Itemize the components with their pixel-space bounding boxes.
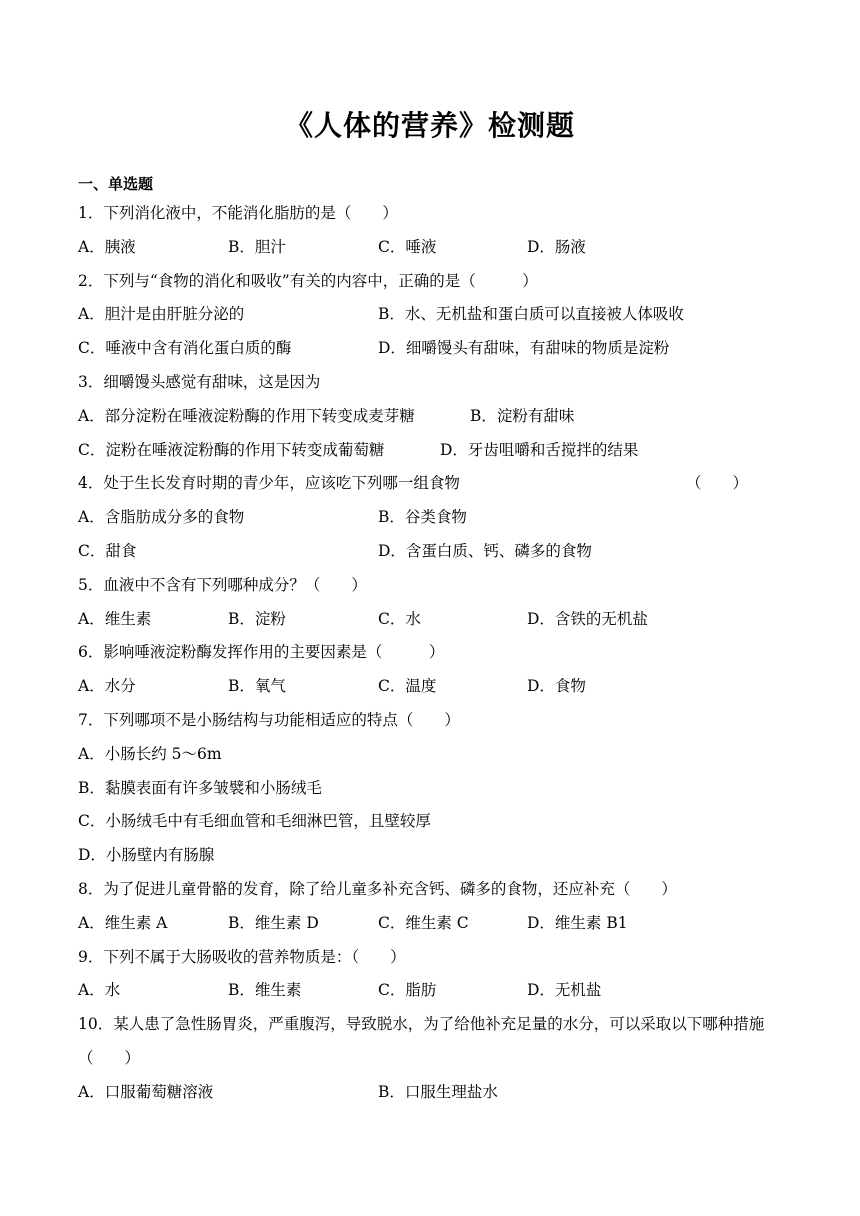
option[interactable]: D．牙齿咀嚼和舌搅拌的结果 <box>440 440 639 459</box>
option[interactable]: D．肠液 <box>527 237 586 256</box>
option[interactable]: A．水 <box>78 981 121 1000</box>
option-row <box>78 434 798 468</box>
section-heading: 一、单选题 <box>78 175 154 193</box>
option-row <box>78 501 798 535</box>
option[interactable]: B．淀粉 <box>228 609 286 628</box>
question-stem: 10．某人患了急性肠胃炎，严重腹泻，导致脱水，为了给他补充足量的水分，可以采取以下哪种措施（ ） <box>78 1015 765 1067</box>
option[interactable]: C．唾液中含有消化蛋白质的酶 <box>78 339 292 358</box>
option[interactable]: C．维生素 C <box>378 913 469 932</box>
question-list <box>78 170 798 1110</box>
option-row <box>78 1076 798 1110</box>
option[interactable]: B．口服生理盐水 <box>378 1082 498 1101</box>
option[interactable]: B．氧气 <box>228 677 286 696</box>
question-stem: 7．下列哪项不是小肠结构与功能相适应的特点（ ） <box>78 710 460 729</box>
option-row <box>78 603 798 637</box>
option[interactable]: B．维生素 D <box>228 913 319 932</box>
option-row <box>78 974 798 1008</box>
option-row <box>78 535 798 569</box>
question-stem: 6．影响唾液淀粉酶发挥作用的主要因素是（ ） <box>78 643 445 662</box>
option[interactable]: A．小肠长约 5～6m <box>78 744 222 763</box>
option[interactable]: D．维生素 B1 <box>527 913 628 932</box>
option-row <box>78 332 798 366</box>
option-row <box>78 907 798 941</box>
option[interactable]: A．维生素 A <box>78 913 168 932</box>
question-stem <box>78 467 798 501</box>
option[interactable]: B．水、无机盐和蛋白质可以直接被人体吸收 <box>378 305 684 324</box>
document-title: 《人体的营养》检测题 <box>284 109 575 142</box>
option[interactable]: A．部分淀粉在唾液淀粉酶的作用下转变成麦芽糖 <box>78 406 415 425</box>
question-stem: 8．为了促进儿童骨骼的发育，除了给儿童多补充含钙、磷多的食物，还应补充（ ） <box>78 879 677 898</box>
question-stem: 5．血液中不含有下列哪种成分？（ ） <box>78 575 367 594</box>
option-row <box>78 400 798 434</box>
option[interactable]: C．脂肪 <box>378 981 437 1000</box>
option[interactable]: A．水分 <box>78 677 136 696</box>
option[interactable]: A．维生素 <box>78 609 152 628</box>
option[interactable]: C．甜食 <box>78 541 137 560</box>
option[interactable]: C．温度 <box>378 677 437 696</box>
option[interactable]: C．唾液 <box>378 237 437 256</box>
option[interactable]: B．胆汁 <box>228 237 286 256</box>
question-stem: 9．下列不属于大肠吸收的营养物质是：（ ） <box>78 947 406 966</box>
option[interactable]: D．细嚼馒头有甜味，有甜味的物质是淀粉 <box>378 339 670 358</box>
option[interactable]: D．小肠壁内有肠腺 <box>78 846 215 865</box>
option-row <box>78 231 798 265</box>
option[interactable]: C．淀粉在唾液淀粉酶的作用下转变成葡萄糖 <box>78 440 385 459</box>
option[interactable]: D．含蛋白质、钙、磷多的食物 <box>378 541 592 560</box>
option[interactable]: A．含脂肪成分多的食物 <box>78 508 245 527</box>
option[interactable]: A．胰液 <box>78 237 136 256</box>
option[interactable]: B．淀粉有甜味 <box>470 406 575 425</box>
option-row <box>78 298 798 332</box>
option[interactable]: B．黏膜表面有许多皱襞和小肠绒毛 <box>78 778 322 797</box>
option[interactable]: A．口服葡萄糖溶液 <box>78 1082 214 1101</box>
option[interactable]: D．食物 <box>527 677 586 696</box>
option[interactable]: A．胆汁是由肝脏分泌的 <box>78 305 245 324</box>
option[interactable]: C．小肠绒毛中有毛细血管和毛细淋巴管，且壁较厚 <box>78 812 431 831</box>
option-row <box>78 670 798 704</box>
question-stem-text: 4．处于生长发育时期的青少年，应该吃下列哪一组食物 <box>78 474 460 493</box>
option[interactable]: C．水 <box>378 609 421 628</box>
option[interactable]: D．无机盐 <box>527 981 602 1000</box>
question-stem: 2．下列与“食物的消化和吸收”有关的内容中，正确的是（ ） <box>78 271 538 290</box>
question-stem: 1．下列消化液中，不能消化脂肪的是（ ） <box>78 204 398 222</box>
option[interactable]: B．维生素 <box>228 981 302 1000</box>
question-stem: 3．细嚼馒头感觉有甜味，这是因为 <box>78 372 321 391</box>
option[interactable]: D．含铁的无机盐 <box>527 609 648 628</box>
option[interactable]: B．谷类食物 <box>378 508 467 527</box>
answer-blank[interactable]: （ ） <box>685 474 748 493</box>
